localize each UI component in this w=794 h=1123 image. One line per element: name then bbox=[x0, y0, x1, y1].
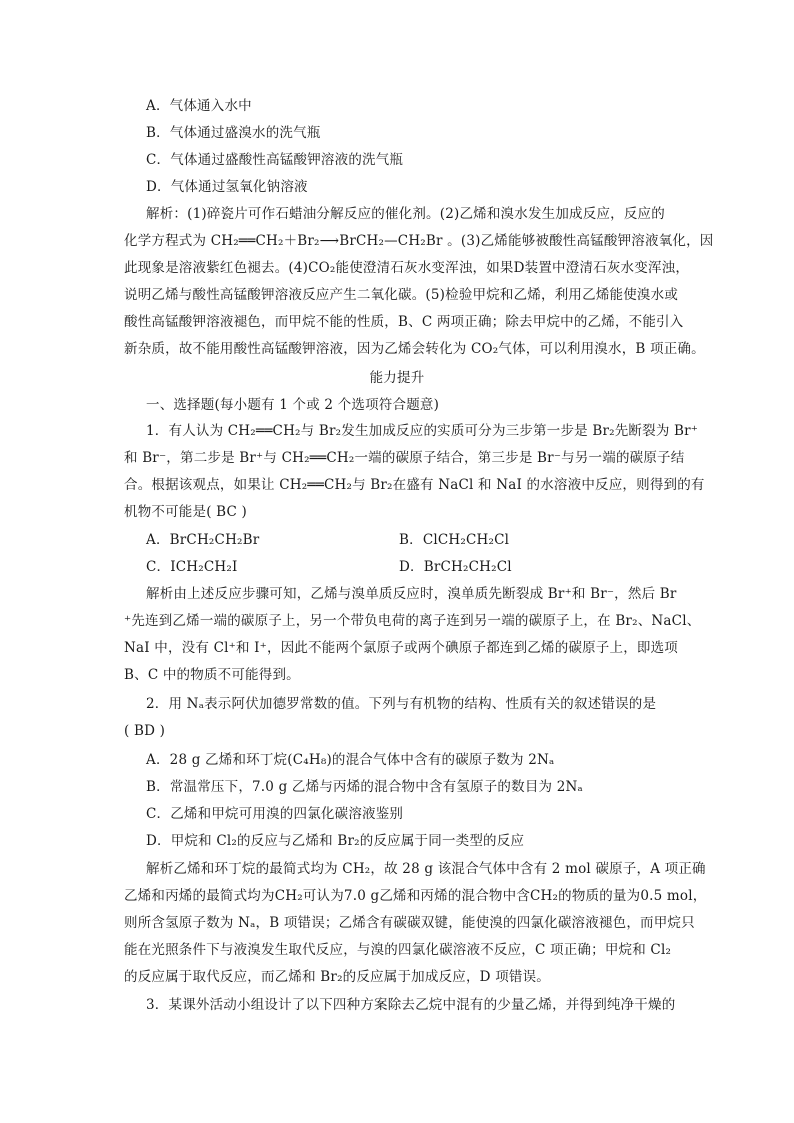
q1-option-c: C．ICH₂CH₂I bbox=[146, 559, 238, 575]
option-d-prev: D．气体通过氢氧化钠溶液 bbox=[146, 179, 308, 195]
q1-option-d: D．BrCH₂CH₂Cl bbox=[399, 559, 512, 575]
q1-stem-line: 和 Br⁻，第二步是 Br⁺与 CH₂══CH₂一端的碳原子结合，第三步是 Br⁻与另一端的碳原子结 bbox=[124, 450, 685, 466]
q2-option-a: A．28 g 乙烯和环丁烷(C₄H₈)的混合气体中含有的碳原子数为 2Nₐ bbox=[146, 752, 555, 768]
q2-option-d: D．甲烷和 Cl₂的反应与乙烯和 Br₂的反应属于同一类型的反应 bbox=[146, 833, 525, 849]
q2-analysis-line: 解析乙烯和环丁烷的最简式均为 CH₂，故 28 g 该混合气体中含有 2 mol 碳原子，A 项正确 bbox=[146, 861, 706, 877]
analysis-line: 解析：(1)碎瓷片可作石蜡油分解反应的催化剂。(2)乙烯和溴水发生加成反应，反应的 bbox=[146, 206, 665, 222]
q2-analysis-line: 的反应属于取代反应，而乙烯和 Br₂的反应属于加成反应，D 项错误。 bbox=[124, 969, 550, 985]
q2-option-b: B．常温常压下，7.0 g 乙烯与丙烯的混合物中含有氢原子的数目为 2Nₐ bbox=[146, 779, 583, 795]
q1-stem-line: 1．有人认为 CH₂══CH₂与 Br₂发生加成反应的实质可分为三步第一步是 Br₂先断裂为 Br⁺ bbox=[146, 423, 699, 439]
option-b-prev: B．气体通过盛溴水的洗气瓶 bbox=[146, 125, 321, 141]
q2-analysis-line: 能在光照条件下与液溴发生取代反应，与溴的四氯化碳溶液不反应，C 项正确；甲烷和 Cl₂ bbox=[124, 942, 672, 958]
q1-analysis-line: NaI 中，没有 Cl⁺和 I⁺，因此不能两个氯原子或两个碘原子都连到乙烯的碳原子上，即选项 bbox=[124, 640, 678, 656]
q1-option-a: A．BrCH₂CH₂Br bbox=[146, 532, 260, 548]
analysis-line: 说明乙烯与酸性高锰酸钾溶液反应产生二氧化碳。(5)检验甲烷和乙烯，利用乙烯能使溴水或 bbox=[124, 287, 679, 303]
q1-option-b: B．ClCH₂CH₂Cl bbox=[399, 532, 510, 548]
section-title: 能力提升 bbox=[369, 370, 425, 386]
analysis-line: 新杂质，故不能用酸性高锰酸钾溶液，因为乙烯会转化为 CO₂气体，可以利用溴水，B 项正确。 bbox=[124, 341, 705, 357]
q2-option-c: C．乙烯和甲烷可用溴的四氯化碳溶液鉴别 bbox=[146, 806, 404, 822]
q1-analysis-line: B、C 中的物质不可能得到。 bbox=[124, 667, 300, 683]
q1-analysis-line: 解析由上述反应步骤可知，乙烯与溴单质反应时，溴单质先断裂成 Br⁺和 Br⁻，然后 Br bbox=[146, 586, 677, 602]
q2-stem-line: ( BD ) bbox=[124, 723, 166, 739]
section-subtitle: 一、选择题(每小题有 1 个或 2 个选项符合题意) bbox=[146, 397, 440, 413]
q2-analysis-line: 乙烯和丙烯的最简式均为CH₂可认为7.0 g乙烯和丙烯的混合物中含CH₂的物质的量为0.5 mol， bbox=[124, 888, 707, 904]
option-c-prev: C．气体通过盛酸性高锰酸钾溶液的洗气瓶 bbox=[146, 152, 404, 168]
q1-stem-line: 合。根据该观点，如果让 CH₂══CH₂与 Br₂在盛有 NaCl 和 NaI 的水溶液中反应，则得到的有 bbox=[124, 477, 705, 493]
q2-analysis-line: 则所含氢原子数为 Nₐ，B 项错误；乙烯含有碳碳双键，能使溴的四氯化碳溶液褪色，而甲烷只 bbox=[124, 915, 695, 931]
analysis-line: 化学方程式为 CH₂══CH₂＋Br₂⟶BrCH₂—CH₂Br 。(3)乙烯能够被酸性高锰酸钾溶液氧化，因 bbox=[124, 233, 714, 249]
q3-stem-line: 3．某课外活动小组设计了以下四种方案除去乙烷中混有的少量乙烯，并得到纯净干燥的 bbox=[146, 997, 676, 1013]
q1-analysis-line: ⁺先连到乙烯一端的碳原子上，另一个带负电荷的离子连到另一端的碳原子上，在 Br₂、NaCl、 bbox=[124, 613, 701, 629]
q1-stem-line: 机物不可能是( BC ) bbox=[124, 504, 248, 520]
option-a-prev: A．气体通入水中 bbox=[146, 98, 252, 114]
q2-stem-line: 2．用 Nₐ表示阿伏加德罗常数的值。下列与有机物的结构、性质有关的叙述错误的是 bbox=[146, 696, 657, 712]
analysis-line: 此现象是溶液紫红色褪去。(4)CO₂能使澄清石灰水变浑浊，如果D装置中澄清石灰水变浑浊， bbox=[124, 260, 690, 276]
analysis-line: 酸性高锰酸钾溶液褪色，而甲烷不能的性质，B、C 两项正确；除去甲烷中的乙烯，不能引入 bbox=[124, 314, 684, 330]
